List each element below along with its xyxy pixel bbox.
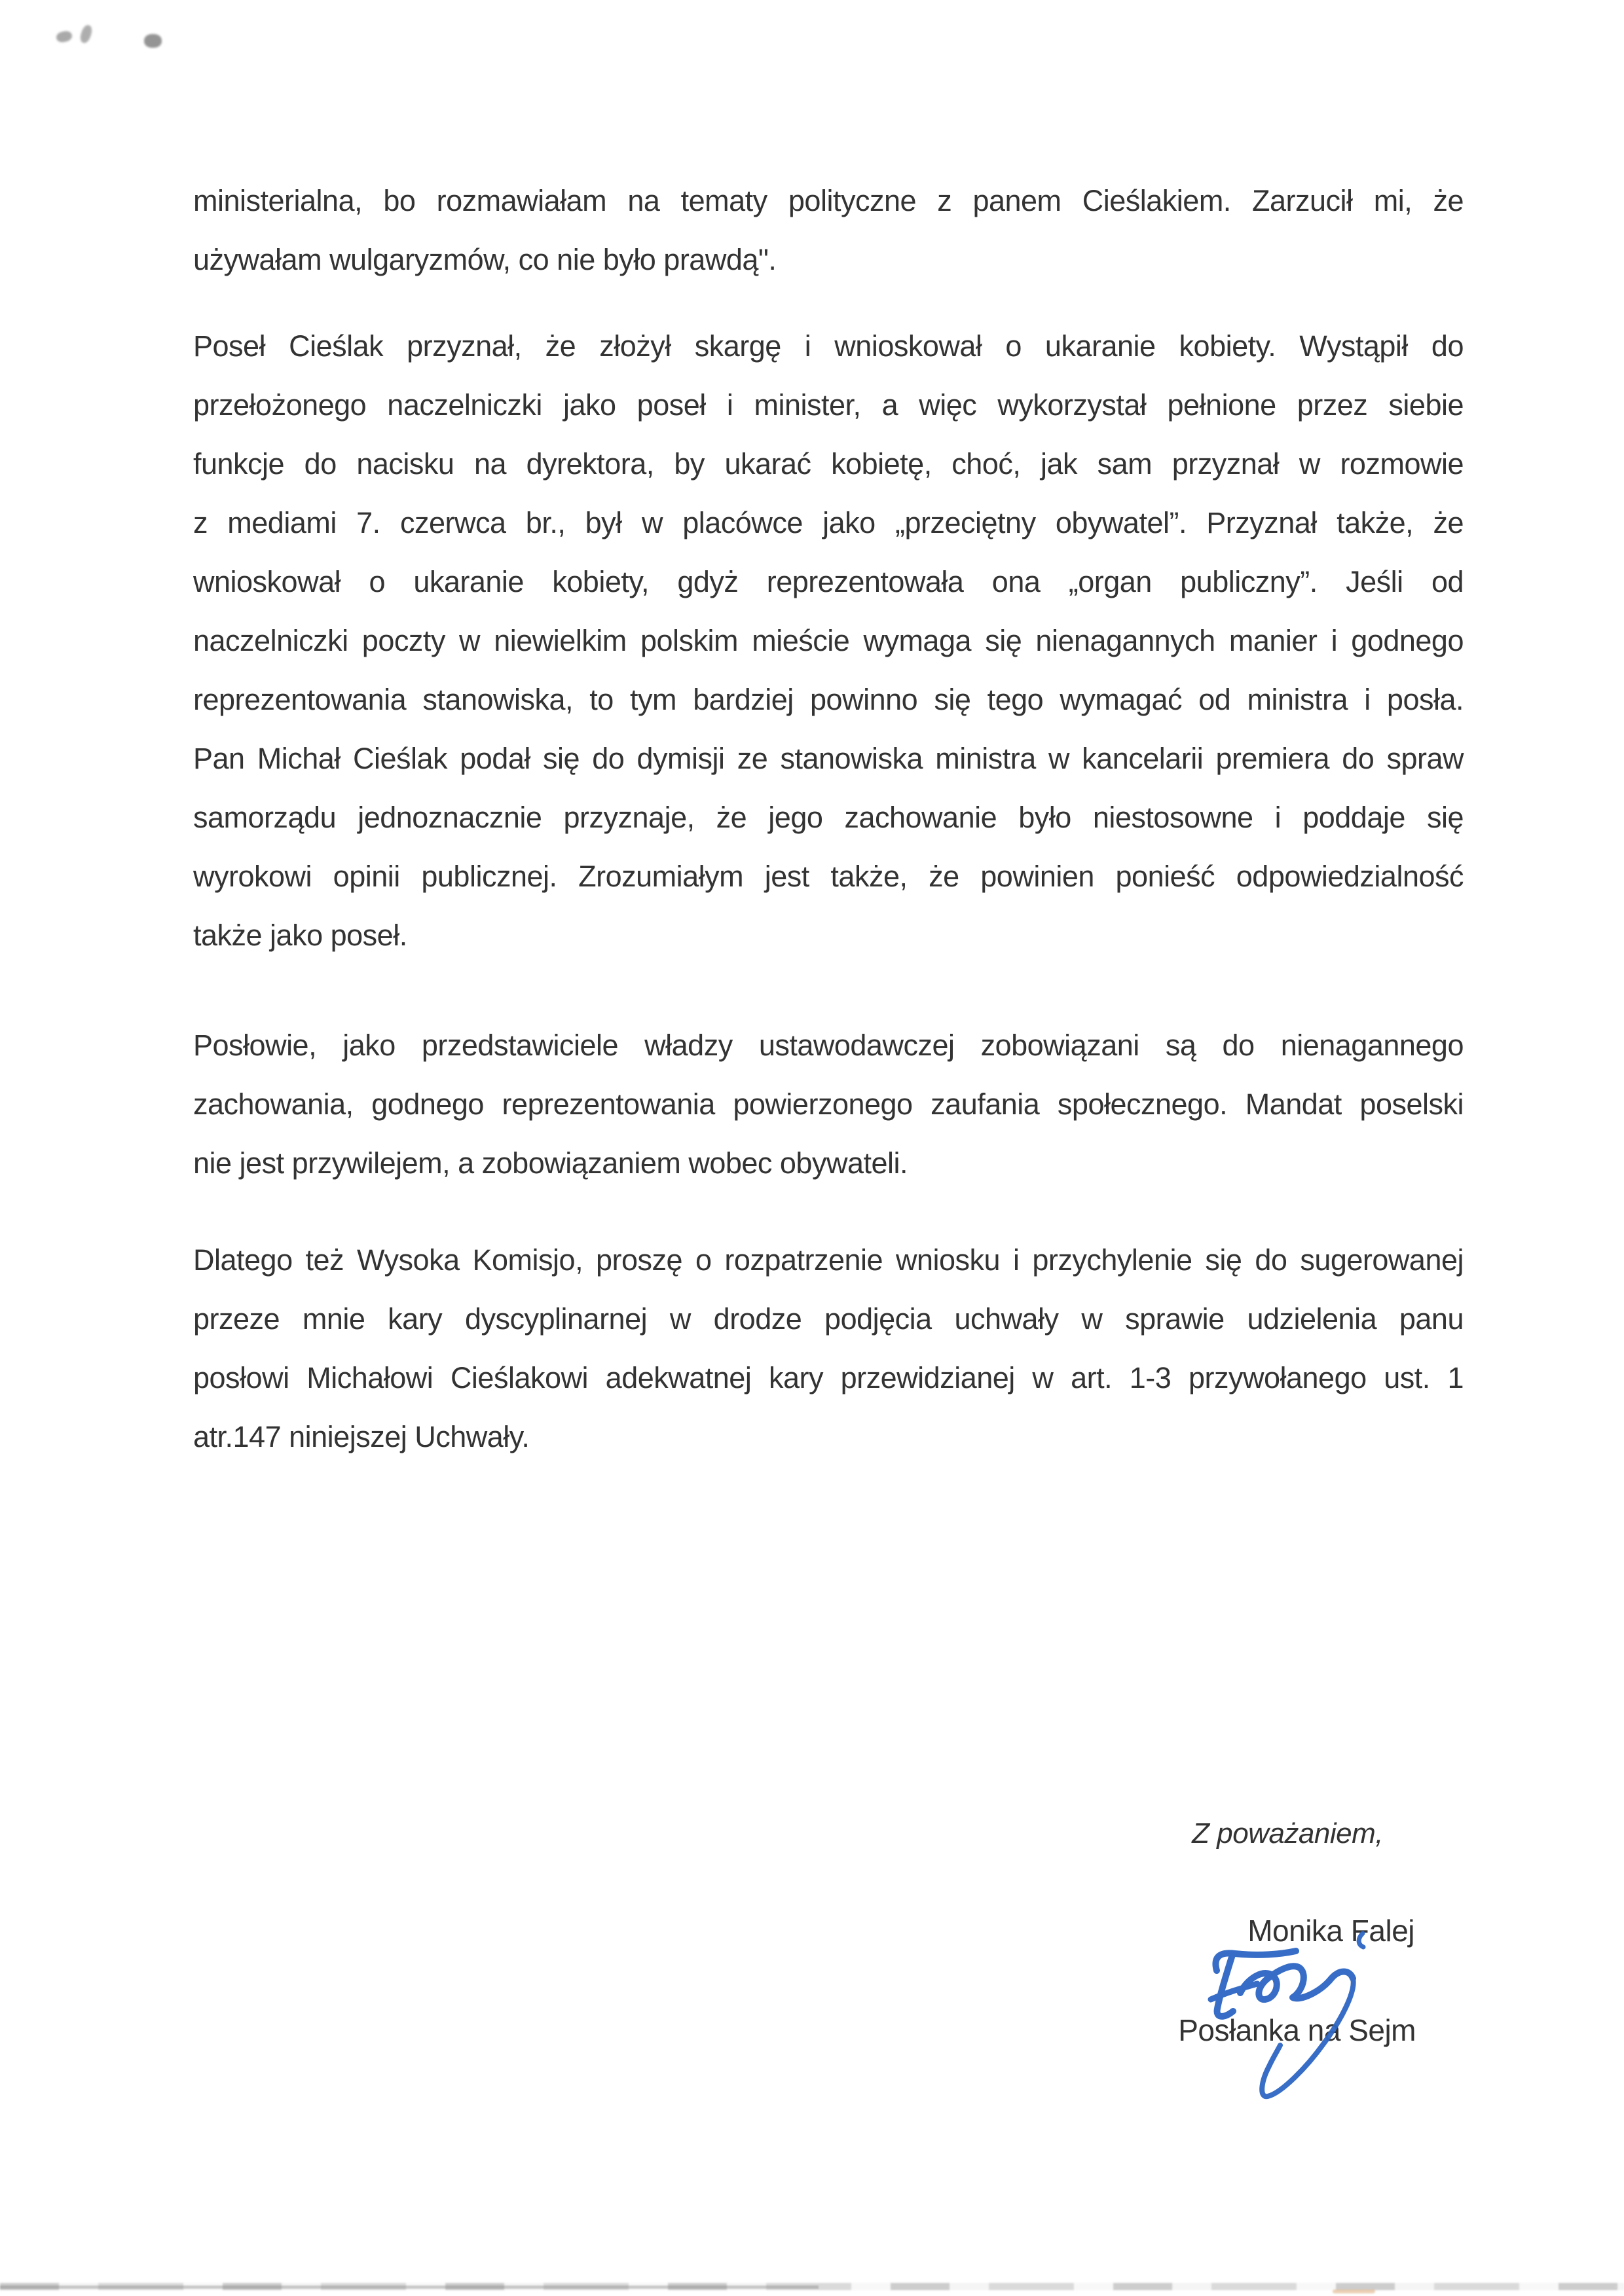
text-line: zachowania, godnego reprezentowania powierzonego zaufania społecznego. Mandat poselski bbox=[193, 1087, 1464, 1121]
text-line: wnioskował o ukaranie kobiety, gdyż reprezentowała ona „organ publiczny”. Jeśli od bbox=[193, 565, 1464, 598]
paragraph-2 bbox=[193, 317, 1464, 965]
text-line: Posłowie, jako przedstawiciele władzy ustawodawczej zobowiązani są do nienagannego bbox=[193, 1029, 1464, 1062]
text-line: przełożonego naczelniczki jako poseł i minister, a więc wykorzystał pełnione przez siebie bbox=[193, 388, 1464, 422]
scan-artifact-speck bbox=[79, 24, 94, 44]
text-line: ministerialna, bo rozmawiałam na tematy polityczne z panem Cieślakiem. Zarzucił mi, że bbox=[193, 184, 1464, 217]
scan-artifact-speck bbox=[1333, 2289, 1375, 2293]
text-line: funkcje do nacisku na dyrektora, by ukarać kobietę, choć, jak sam przyznał w rozmowie bbox=[193, 447, 1464, 481]
text-line: Dlatego też Wysoka Komisjo, proszę o rozpatrzenie wniosku i przychylenie się do sugerowanej bbox=[193, 1243, 1464, 1277]
text-line: Pan Michał Cieślak podał się do dymisji ze stanowiska ministra w kancelarii premiera do spraw bbox=[193, 742, 1464, 775]
paragraph-4 bbox=[193, 1231, 1464, 1467]
text-line: używałam wulgaryzmów, co nie było prawdą". bbox=[193, 243, 777, 276]
paragraph-1 bbox=[193, 172, 1464, 289]
text-line: samorządu jednoznacznie przyznaje, że jego zachowanie było niestosowne i poddaje się bbox=[193, 801, 1464, 834]
letter-body bbox=[193, 172, 1464, 1467]
text-line: z mediami 7. czerwca br., był w placówce jako „przeciętny obywatel”. Przyznał także, że bbox=[193, 506, 1464, 539]
text-line: wyrokowi opinii publicznej. Zrozumiałym jest także, że powinien ponieść odpowiedzialność bbox=[193, 860, 1464, 893]
scan-artifact-bottom-edge bbox=[0, 2286, 819, 2289]
text-line: posłowi Michałowi Cieślakowi adekwatnej kary przewidzianej w art. 1-3 przywołanego ust. 1 bbox=[193, 1361, 1464, 1394]
text-line: także jako poseł. bbox=[193, 919, 407, 952]
text-line: nie jest przywilejem, a zobowiązaniem wobec obywateli. bbox=[193, 1146, 908, 1180]
paragraph-3 bbox=[193, 1016, 1464, 1193]
valediction: Z poważaniem, bbox=[1192, 1817, 1383, 1850]
signer-name: Monika Falej bbox=[1247, 1914, 1414, 1948]
text-line: przeze mnie kary dyscyplinarnej w drodze podjęcia uchwały w sprawie udzielenia panu bbox=[193, 1302, 1464, 1336]
text-line: naczelniczki poczty w niewielkim polskim mieście wymaga się nienagannych manier i godnego bbox=[193, 624, 1464, 657]
signer-title: Posłanka na Sejm bbox=[1178, 2013, 1416, 2047]
scan-artifact-speck bbox=[144, 34, 162, 48]
text-line: Poseł Cieślak przyznał, że złożył skargę i wnioskował o ukaranie kobiety. Wystąpił do bbox=[193, 329, 1464, 363]
text-line: atr.147 niniejszej Uchwały. bbox=[193, 1420, 530, 1453]
scan-artifact-speck bbox=[56, 30, 73, 44]
text-line: reprezentowania stanowiska, to tym bardziej powinno się tego wymagać od ministra i posła. bbox=[193, 683, 1464, 716]
